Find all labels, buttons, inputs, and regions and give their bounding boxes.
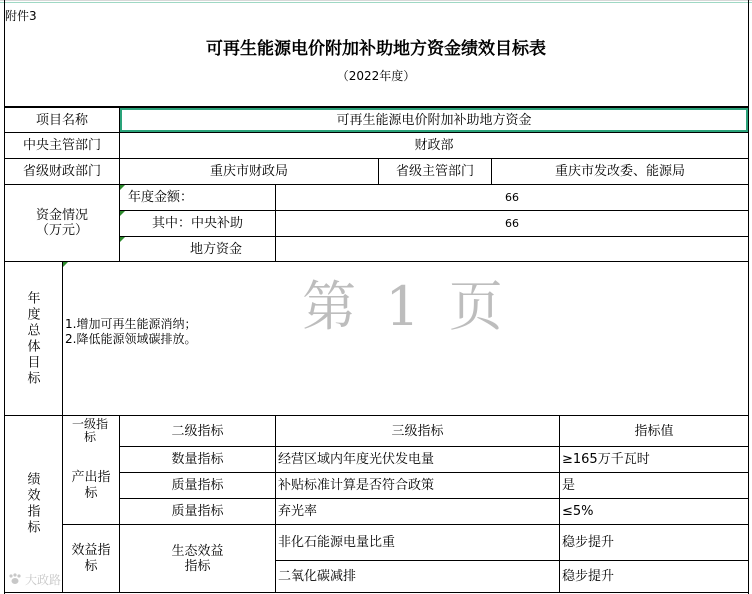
indicator-value[interactable]: 稳步提升 [562, 569, 615, 584]
logo-text: 大政路 [25, 572, 62, 587]
right-border [748, 0, 749, 594]
indicator-value[interactable]: 是 [562, 478, 576, 493]
prov-finance-cell[interactable]: 重庆市财政局 [209, 164, 288, 179]
page-title: 可再生能源电价附加补助地方资金绩效目标表 [206, 38, 546, 59]
attachment-label: 附件3 [5, 8, 37, 23]
overall-goal-label: 年度总体目标 [24, 290, 40, 387]
central-subsidy-cell[interactable]: 66 [505, 217, 519, 230]
overall-goal-text[interactable]: 1.增加可再生能源消纳； 2.降低能源领域碳排放。 [65, 317, 197, 346]
annual-amount-label: 年度金额： [128, 190, 194, 205]
indicator-level2: 数量指标 [171, 452, 224, 467]
paw-icon [8, 573, 22, 585]
level2-header: 二级指标 [171, 423, 224, 439]
prov-finance-label: 省级财政部门 [22, 164, 101, 179]
indicator-level2: 质量指标 [171, 504, 224, 519]
left-border [4, 0, 5, 594]
output-indicators-label: 产出指标 [71, 469, 111, 501]
project-name-cell[interactable]: 可再生能源电价附加补助地方资金 [120, 108, 748, 132]
benefit-indicators-label: 效益指标 [71, 542, 111, 574]
logo-watermark [8, 570, 108, 588]
sheet-selection-edge [0, 2, 752, 3]
level1-header: 一级指标 [71, 417, 108, 444]
central-dept-label: 中央主管部门 [22, 138, 101, 153]
year-subtitle: （2022年度） [336, 68, 416, 83]
comment-marker [120, 211, 125, 216]
indicator-value[interactable]: ≥165万千瓦时 [562, 452, 650, 467]
local-funds-cell[interactable] [276, 237, 748, 261]
comment-marker [120, 237, 125, 242]
indicator-level3[interactable]: 非化石能源电量比重 [278, 535, 396, 550]
indicator-level2: 生态效益 指标 [171, 543, 224, 574]
level3-header: 三级指标 [391, 423, 444, 439]
indicator-level3[interactable]: 二氧化碳减排 [278, 569, 357, 584]
indicator-level3[interactable]: 弃光率 [278, 504, 318, 519]
project-name-label: 项目名称 [35, 112, 88, 128]
funds-label: 资金情况 （万元） [35, 208, 88, 238]
row-line-6 [4, 261, 749, 262]
indicator-value[interactable]: ≤5% [562, 504, 594, 519]
prov-dept-cell[interactable]: 重庆市发改委、能源局 [554, 164, 685, 179]
sheet-top-border [0, 0, 752, 1]
indicator-level2: 质量指标 [171, 478, 224, 493]
page-watermark: 第 1 页 [302, 274, 509, 338]
indicator-level3[interactable]: 经营区域内年度光伏发电量 [278, 452, 435, 467]
annual-amount-cell[interactable]: 66 [505, 191, 519, 204]
central-subsidy-label: 其中：中央补助 [151, 216, 243, 231]
indicator-value[interactable]: 稳步提升 [562, 535, 615, 550]
local-funds-label: 地方资金 [190, 241, 243, 257]
indicator-level3[interactable]: 补贴标准计算是否符合政策 [278, 478, 435, 493]
value-header: 指标值 [634, 423, 674, 439]
central-dept-cell[interactable]: 财政部 [414, 138, 454, 153]
table-bottom-line [4, 592, 749, 593]
comment-marker [120, 185, 125, 190]
prov-dept-label: 省级主管部门 [395, 164, 474, 179]
perf-indicators-label: 绩效指标 [24, 472, 40, 536]
